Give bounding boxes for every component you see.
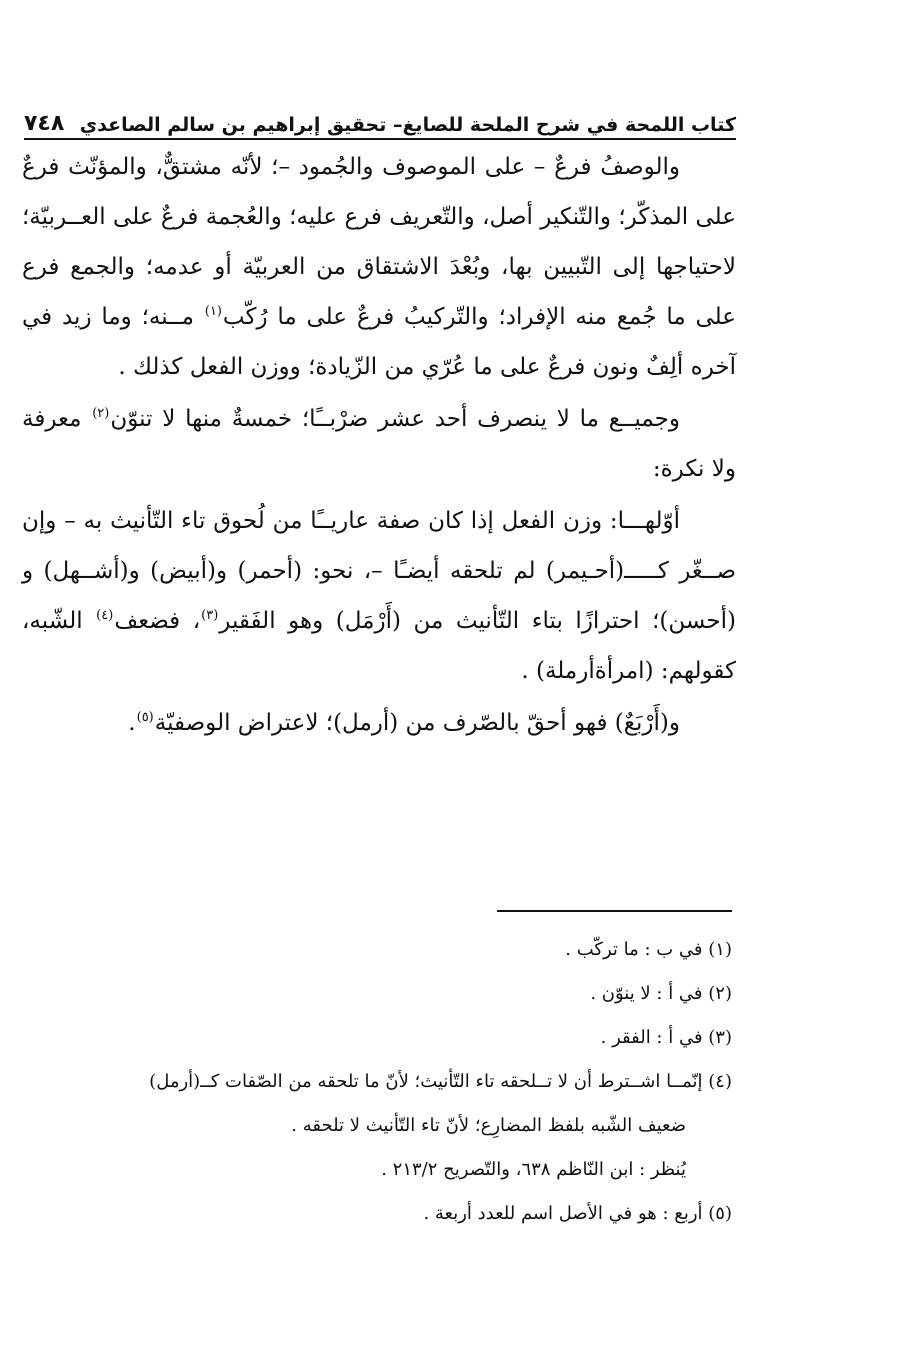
main-text	[22, 142, 736, 748]
paragraph-3-text-c: الشّبه، كقولهم: (امرأةأرملة) .	[22, 608, 736, 684]
footnote-ref-2[interactable]: (٢)	[92, 406, 110, 422]
footnote-4: (٤) إنّمــا اشــترط أن لا تــلحقه تاء التّأنيث؛ لأنّ ما تلحقه من الصّفات كــ(أرمل)	[149, 1071, 732, 1092]
running-header	[24, 100, 736, 136]
header-title: كتاب اللمحة في شرح الملحة للصايغ– تحقيق إبراهيم بن سالم الصاعدي	[79, 114, 736, 136]
footnote-3: (٣) في أ : الفقر .	[600, 1027, 732, 1048]
footnote-5: (٥) أربع : هو في الأصل اسم للعدد أربعة .	[423, 1203, 732, 1224]
page-number: ٧٤٨	[24, 111, 65, 136]
footnote-ref-1[interactable]: (١)	[204, 304, 222, 320]
paragraph-4-text-b: .	[128, 710, 136, 736]
footnote-2: (٢) في أ : لا ينوّن .	[590, 983, 732, 1004]
footnote-4-continued: ضعيف الشّبه بلفظ المضارِع؛ لأنّ تاء التّأنيث لا تلحقه .	[291, 1115, 686, 1136]
paragraph-2-text-a: وجميــع ما لا ينصرف أحد عشر ضرْبــًا؛ خمسةٌ منها لا تنوّن	[110, 406, 680, 432]
paragraph-2-text-b: معرفة ولا نكرة:	[22, 406, 736, 482]
paragraph-4-text-a: و(أَرْبَعٌ) فهو أحقّ بالصّرف من (أرمل)؛ لاعتراض الوصفيّة	[154, 710, 680, 736]
paragraph-2	[22, 394, 736, 494]
footnotes	[18, 928, 732, 1236]
footnote-separator	[497, 910, 732, 912]
paragraph-3-text-b: ، فضعف	[114, 608, 201, 634]
footnote-ref-5[interactable]: (٥)	[136, 710, 154, 726]
paragraph-3-text-a: أوّلهـــا: وزن الفعل إذا كان صفة عاريــًا من لُحوق تاء التّأنيث به – وإن صــغّر كـــــ(أحـيمر) لم تلحقه أيضـًا –، نحو: (أحمر) و(أبيض) و(أشــهل) و (أحسن)؛ احترازًا بتاء التّأنيث من (أَرْمَل) وهو الفَقير	[22, 508, 737, 634]
footnote-ref-3[interactable]: (٣)	[201, 608, 219, 624]
paragraph-3	[22, 496, 736, 696]
paragraph-4	[22, 698, 736, 748]
footnote-ref-4[interactable]: (٤)	[96, 608, 114, 624]
paragraph-1-text-b: مــنه؛ وما زيد في آخره ألِفٌ ونون فرعٌ على ما عُرّي من الزّيادة؛ ووزن الفعل كذلك .	[22, 304, 736, 380]
paragraph-1-text-a: والوصفُ فرعٌ – على الموصوف والجُمود –؛ لأنّه مشتقٌّ، والمؤنّث فرعٌ على المذكّر؛ والتّنكير أصل، والتّعريف فرع عليه؛ والعُجمة فرعٌ على العــربيّة؛ لاحتياجها إلى التّبيين بها، وبُعْدَ الاشتقاق من العربيّة أو عدمه؛ والجمع فرع على ما جُمع منه الإفراد؛ والتّركيبُ فرعٌ على ما رُكّب	[22, 154, 736, 330]
header-rule	[24, 138, 736, 140]
paragraph-1	[22, 142, 736, 392]
footnote-4-reference: يُنظر : ابن النّاظم ٦٣٨، والتّصريح ٢١٣/٢ .	[381, 1159, 686, 1180]
footnote-1: (١) في ب : ما تركّب .	[565, 939, 732, 960]
